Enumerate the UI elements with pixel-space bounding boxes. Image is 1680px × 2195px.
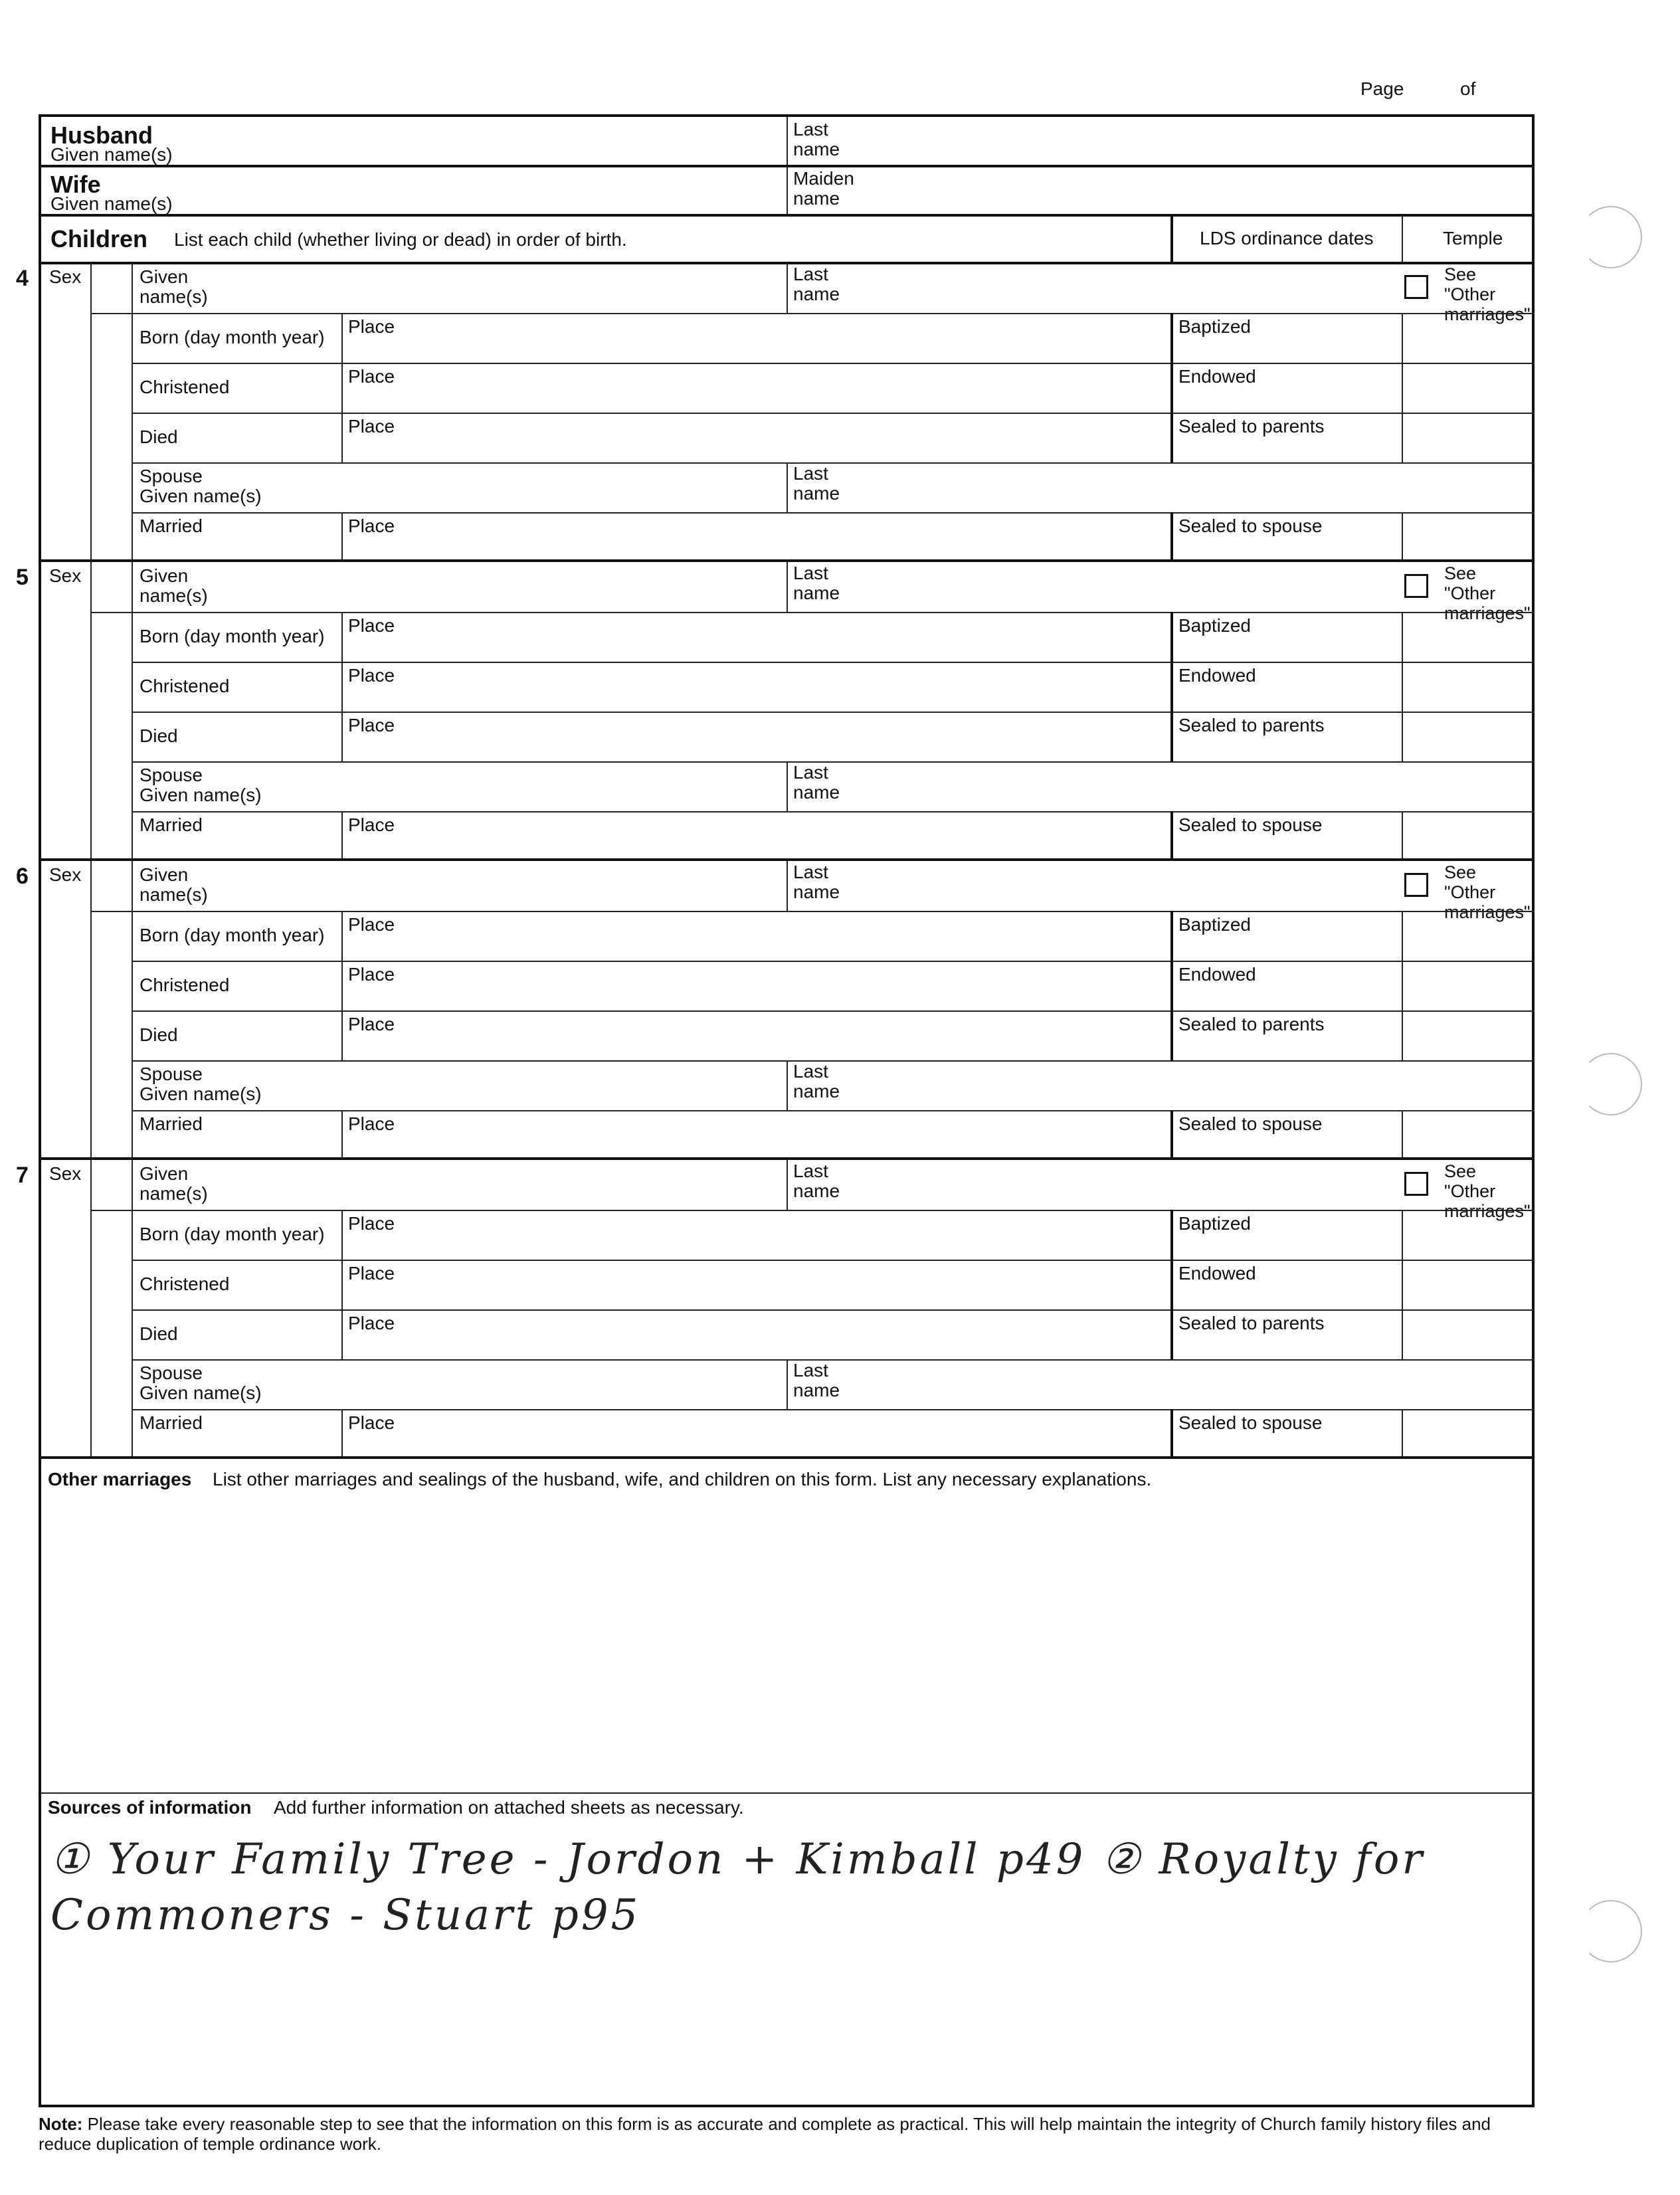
sex-label: Sex — [49, 565, 82, 586]
born-label: Born (day month year) — [140, 327, 325, 347]
died-temple-field[interactable] — [1408, 716, 1528, 757]
child-given-name-field[interactable] — [227, 267, 779, 308]
born-temple-field[interactable] — [1408, 1214, 1528, 1255]
married-label: Married — [140, 1412, 203, 1433]
sealed-to-spouse-date-field[interactable] — [1178, 1134, 1398, 1158]
married-place-field[interactable] — [413, 1413, 1157, 1454]
spouse-last-name-label: Last name — [793, 1360, 840, 1400]
sources-handwritten-line-1: ① Your Family Tree - Jordon + Kimball p49 ② Royalty for — [50, 1835, 1425, 1884]
divider — [1170, 1409, 1173, 1459]
died-label: Died — [140, 725, 178, 746]
husband-last-name-field[interactable] — [865, 120, 1523, 163]
note-title: Note: — [39, 2114, 83, 2134]
spouse-label: Spouse Given name(s) — [140, 1064, 262, 1104]
divider — [41, 165, 1535, 167]
divider — [341, 612, 343, 662]
born-temple-field[interactable] — [1408, 915, 1528, 956]
divider — [341, 1010, 343, 1060]
other-marriages-checkbox[interactable] — [1404, 1172, 1428, 1196]
died-place-field[interactable] — [413, 1313, 1157, 1355]
divider — [132, 1409, 133, 1459]
see-other-marriages-label: See "Other marriages" — [1444, 264, 1531, 324]
child-given-name-field[interactable] — [227, 566, 779, 607]
married-label: Married — [140, 814, 203, 835]
spouse-last-name-field[interactable] — [865, 1363, 1523, 1404]
divider — [1170, 712, 1173, 761]
divider — [132, 1010, 133, 1060]
divider — [341, 1110, 343, 1160]
divider — [1402, 1010, 1403, 1060]
divider — [1170, 1260, 1173, 1309]
divider — [132, 1309, 133, 1359]
divider — [132, 761, 133, 811]
died-label: Died — [140, 1024, 178, 1045]
divider — [787, 263, 788, 313]
baptized-label: Baptized — [1178, 316, 1251, 337]
divider — [341, 413, 343, 462]
divider — [341, 1309, 343, 1359]
died-ordinance-date-field[interactable] — [1178, 1333, 1398, 1357]
sources-instruction: Add further information on attached sheets as necessary. — [274, 1797, 744, 1818]
born-label: Born (day month year) — [140, 626, 325, 646]
place-label: Place — [348, 715, 395, 735]
spouse-given-name-field[interactable] — [294, 466, 779, 508]
husband-given-label: Given name(s) — [50, 144, 173, 165]
born-ordinance-date-field[interactable] — [1178, 935, 1398, 959]
sources-title: Sources of information — [48, 1797, 252, 1818]
christened-label: Christened — [140, 975, 230, 995]
divider — [132, 811, 133, 861]
divider — [341, 313, 343, 363]
divider — [1402, 512, 1403, 562]
christened-label: Christened — [140, 1274, 230, 1294]
endowed-label: Endowed — [1178, 1263, 1256, 1284]
child-last-name-field[interactable] — [865, 267, 1370, 308]
divider — [787, 761, 788, 811]
child-given-name-field[interactable] — [227, 1164, 779, 1205]
divider — [90, 612, 1535, 613]
page-label: Page — [1360, 78, 1404, 99]
punch-hole-icon — [1580, 1900, 1642, 1962]
child-number: 7 — [16, 1163, 29, 1188]
spouse-last-name-field[interactable] — [865, 1064, 1523, 1105]
divider — [1170, 1010, 1173, 1060]
divider — [132, 413, 133, 462]
divider — [41, 1792, 1535, 1794]
christened-ordinance-date-field[interactable] — [1178, 1284, 1398, 1307]
died-place-field[interactable] — [413, 716, 1157, 757]
born-temple-field[interactable] — [1408, 317, 1528, 358]
divider — [1402, 1210, 1403, 1260]
christened-temple-field[interactable] — [1408, 965, 1528, 1006]
divider — [1170, 215, 1173, 262]
see-other-marriages-label: See "Other marriages" — [1444, 563, 1531, 623]
divider — [90, 911, 1535, 912]
divider — [1170, 1110, 1173, 1160]
divider — [132, 263, 133, 313]
divider — [341, 662, 343, 712]
sealed-to-spouse-date-field[interactable] — [1178, 1433, 1398, 1457]
christened-temple-field[interactable] — [1408, 1264, 1528, 1305]
divider — [1170, 313, 1173, 363]
spouse-label: Spouse Given name(s) — [140, 466, 262, 506]
sources-field[interactable] — [48, 1822, 1528, 2101]
born-temple-field[interactable] — [1408, 616, 1528, 657]
other-marriages-checkbox[interactable] — [1404, 574, 1428, 598]
last-name-label: Last name — [793, 1161, 840, 1201]
born-label: Born (day month year) — [140, 925, 325, 945]
spouse-given-name-field[interactable] — [294, 1363, 779, 1404]
divider — [341, 1409, 343, 1459]
divider — [1170, 911, 1173, 961]
divider — [1402, 313, 1403, 363]
died-label: Died — [140, 1323, 178, 1344]
wife-given-name-field[interactable] — [240, 169, 772, 213]
christened-ordinance-date-field[interactable] — [1178, 387, 1398, 411]
died-temple-field[interactable] — [1408, 1313, 1528, 1355]
divider — [1170, 1210, 1173, 1260]
christened-place-field[interactable] — [413, 666, 1157, 707]
divider — [132, 462, 133, 512]
see-other-marriages-label: See "Other marriages" — [1444, 1161, 1531, 1221]
divider — [1402, 811, 1403, 861]
husband-title: Husband — [50, 122, 153, 149]
born-ordinance-date-field[interactable] — [1178, 337, 1398, 361]
child-last-name-field[interactable] — [865, 865, 1370, 906]
divider — [341, 811, 343, 861]
christened-ordinance-date-field[interactable] — [1178, 686, 1398, 710]
christened-temple-field[interactable] — [1408, 367, 1528, 408]
place-label: Place — [348, 1014, 395, 1034]
sealed-to-spouse-date-field[interactable] — [1178, 536, 1398, 560]
divider — [41, 1157, 1535, 1160]
divider — [787, 562, 788, 612]
died-temple-field[interactable] — [1408, 417, 1528, 458]
child-given-name-field[interactable] — [227, 865, 779, 906]
divider — [341, 512, 343, 562]
divider — [1402, 1110, 1403, 1160]
last-name-label: Last name — [793, 264, 840, 304]
wife-maiden-name-field[interactable] — [878, 169, 1523, 213]
child-number: 6 — [16, 864, 29, 889]
note — [39, 2114, 1533, 2154]
divider — [1402, 612, 1403, 662]
other-marriages-field[interactable] — [48, 1496, 1528, 1762]
spouse-label: Spouse Given name(s) — [140, 1363, 262, 1403]
last-name-label: Last name — [793, 563, 840, 603]
christened-place-field[interactable] — [413, 1264, 1157, 1305]
place-label: Place — [348, 516, 395, 536]
born-place-field[interactable] — [413, 1214, 1157, 1255]
died-place-field[interactable] — [413, 417, 1157, 458]
temple-label: Temple — [1443, 228, 1503, 248]
family-group-record-form — [39, 114, 1535, 2107]
married-place-field[interactable] — [413, 1114, 1157, 1155]
wife-given-label: Given name(s) — [50, 193, 173, 214]
divider — [1170, 811, 1173, 861]
baptized-label: Baptized — [1178, 615, 1251, 636]
child-last-name-field[interactable] — [865, 1164, 1370, 1205]
other-marriages-instruction: List other marriages and sealings of the husband, wife, and children on this form. List any necessary explanations. — [213, 1469, 1152, 1489]
child-sex-field[interactable] — [49, 589, 122, 609]
divider — [341, 1260, 343, 1309]
died-ordinance-date-field[interactable] — [1178, 735, 1398, 759]
married-label: Married — [140, 516, 203, 536]
baptized-label: Baptized — [1178, 914, 1251, 935]
divider — [41, 858, 1535, 861]
died-temple-field[interactable] — [1408, 1014, 1528, 1056]
divider — [132, 961, 133, 1010]
husband-last-label: Last name — [793, 119, 840, 159]
child-number: 5 — [16, 565, 29, 590]
born-label: Born (day month year) — [140, 1224, 325, 1244]
died-label: Died — [140, 427, 178, 447]
christened-label: Christened — [140, 676, 230, 696]
see-other-marriages-label: See "Other marriages" — [1444, 862, 1531, 922]
divider — [1170, 612, 1173, 662]
child-number: 4 — [16, 266, 29, 291]
divider — [1402, 413, 1403, 462]
christened-place-field[interactable] — [413, 965, 1157, 1006]
born-place-field[interactable] — [413, 317, 1157, 358]
divider — [132, 1110, 133, 1160]
sealed-to-spouse-label: Sealed to spouse — [1178, 1412, 1323, 1433]
sealed-to-parents-label: Sealed to parents — [1178, 1313, 1325, 1333]
place-label: Place — [348, 964, 395, 985]
divider — [41, 214, 1535, 217]
sealed-to-spouse-label: Sealed to spouse — [1178, 516, 1323, 536]
children-title: Children — [50, 225, 148, 252]
lds-ordinance-dates-label: LDS ordinance dates — [1200, 228, 1374, 248]
sex-label: Sex — [49, 266, 82, 287]
sealed-to-parents-label: Sealed to parents — [1178, 715, 1325, 735]
place-label: Place — [348, 1263, 395, 1284]
sealed-to-spouse-temple-field[interactable] — [1408, 516, 1528, 557]
divider — [1170, 1309, 1173, 1359]
other-marriages-title: Other marriages — [48, 1469, 192, 1489]
christened-place-field[interactable] — [413, 367, 1157, 408]
divider — [132, 1359, 133, 1409]
born-place-field[interactable] — [413, 616, 1157, 657]
divider — [341, 1210, 343, 1260]
christened-temple-field[interactable] — [1408, 666, 1528, 707]
given-name-label: Given name(s) — [140, 1163, 208, 1204]
divider — [132, 861, 133, 911]
place-label: Place — [348, 1313, 395, 1333]
of-label: of — [1460, 78, 1476, 99]
married-place-field[interactable] — [413, 815, 1157, 856]
spouse-given-name-field[interactable] — [294, 765, 779, 807]
divider — [41, 559, 1535, 562]
divider — [1402, 1309, 1403, 1359]
divider — [787, 462, 788, 512]
child-sex-field[interactable] — [49, 888, 122, 907]
divider — [1170, 512, 1173, 562]
divider — [1170, 961, 1173, 1010]
spouse-last-name-field[interactable] — [865, 765, 1523, 807]
divider — [132, 313, 133, 363]
divider — [132, 662, 133, 712]
divider — [341, 363, 343, 413]
place-label: Place — [348, 316, 395, 337]
spouse-last-name-field[interactable] — [865, 466, 1523, 508]
divider — [1402, 363, 1403, 413]
note-text: Please take every reasonable step to see that the information on this form is as accurate and complete as practical. This will help maintain the integrity of Church family history files and reduce duplication of temple ordinance work. — [39, 2114, 1491, 2154]
divider — [1402, 215, 1403, 262]
divider — [341, 911, 343, 961]
sealed-to-spouse-label: Sealed to spouse — [1178, 814, 1323, 835]
place-label: Place — [348, 615, 395, 636]
divider — [1402, 662, 1403, 712]
divider — [1402, 712, 1403, 761]
divider — [787, 1160, 788, 1210]
divider — [1170, 662, 1173, 712]
place-label: Place — [348, 814, 395, 835]
divider — [132, 612, 133, 662]
child-last-name-field[interactable] — [865, 566, 1370, 607]
sealed-to-spouse-temple-field[interactable] — [1408, 1114, 1528, 1155]
divider — [132, 363, 133, 413]
spouse-label: Spouse Given name(s) — [140, 765, 262, 805]
divider — [1402, 1409, 1403, 1459]
married-place-field[interactable] — [413, 516, 1157, 557]
sealed-to-parents-label: Sealed to parents — [1178, 416, 1325, 436]
died-ordinance-date-field[interactable] — [1178, 1034, 1398, 1058]
children-instruction: List each child (whether living or dead) in order of birth. — [174, 229, 627, 250]
born-place-field[interactable] — [413, 915, 1157, 956]
divider — [132, 512, 133, 562]
divider — [1402, 1260, 1403, 1309]
spouse-last-name-label: Last name — [793, 762, 840, 803]
other-marriages-checkbox[interactable] — [1404, 275, 1428, 299]
divider — [132, 712, 133, 761]
punch-hole-icon — [1580, 206, 1642, 268]
divider — [1402, 961, 1403, 1010]
wife-maiden-label: Maiden name — [793, 168, 854, 209]
sealed-to-spouse-label: Sealed to spouse — [1178, 1113, 1323, 1134]
christened-ordinance-date-field[interactable] — [1178, 985, 1398, 1008]
died-ordinance-date-field[interactable] — [1178, 436, 1398, 460]
endowed-label: Endowed — [1178, 665, 1256, 686]
divider — [90, 313, 1535, 314]
child-sex-field[interactable] — [49, 1187, 122, 1206]
christened-label: Christened — [140, 377, 230, 397]
divider — [132, 562, 133, 612]
divider — [132, 1060, 133, 1110]
spouse-last-name-label: Last name — [793, 1061, 840, 1101]
divider — [341, 712, 343, 761]
born-ordinance-date-field[interactable] — [1178, 1234, 1398, 1258]
wife-title: Wife — [50, 171, 101, 198]
place-label: Place — [348, 1412, 395, 1433]
place-label: Place — [348, 665, 395, 686]
place-label: Place — [348, 914, 395, 935]
husband-given-name-field[interactable] — [240, 120, 812, 163]
divider — [132, 1160, 133, 1210]
other-marriages-checkbox[interactable] — [1404, 873, 1428, 897]
married-label: Married — [140, 1113, 203, 1134]
baptized-label: Baptized — [1178, 1213, 1251, 1234]
given-name-label: Given name(s) — [140, 565, 208, 606]
died-place-field[interactable] — [413, 1014, 1157, 1056]
spouse-last-name-label: Last name — [793, 463, 840, 504]
divider — [787, 1359, 788, 1409]
sealed-to-spouse-date-field[interactable] — [1178, 835, 1398, 859]
punch-hole-icon — [1580, 1053, 1642, 1115]
spouse-given-name-field[interactable] — [294, 1064, 779, 1105]
sealed-to-spouse-temple-field[interactable] — [1408, 1413, 1528, 1454]
endowed-label: Endowed — [1178, 964, 1256, 985]
divider — [1170, 363, 1173, 413]
divider — [787, 1060, 788, 1110]
divider — [41, 262, 1535, 264]
sealed-to-spouse-temple-field[interactable] — [1408, 815, 1528, 856]
sources-handwritten-line-2: Commoners - Stuart p95 — [50, 1891, 641, 1940]
divider — [41, 1456, 1535, 1459]
place-label: Place — [348, 366, 395, 387]
divider — [90, 1210, 1535, 1211]
divider — [1402, 911, 1403, 961]
endowed-label: Endowed — [1178, 366, 1256, 387]
place-label: Place — [348, 416, 395, 436]
place-label: Place — [348, 1113, 395, 1134]
divider — [132, 1260, 133, 1309]
child-sex-field[interactable] — [49, 290, 122, 310]
divider — [1170, 413, 1173, 462]
divider — [132, 911, 133, 961]
sex-label: Sex — [49, 1163, 82, 1184]
given-name-label: Given name(s) — [140, 266, 208, 307]
born-ordinance-date-field[interactable] — [1178, 636, 1398, 660]
divider — [132, 1210, 133, 1260]
given-name-label: Given name(s) — [140, 864, 208, 905]
place-label: Place — [348, 1213, 395, 1234]
sealed-to-parents-label: Sealed to parents — [1178, 1014, 1325, 1034]
sex-label: Sex — [49, 864, 82, 885]
divider — [787, 861, 788, 911]
last-name-label: Last name — [793, 862, 840, 902]
divider — [341, 961, 343, 1010]
